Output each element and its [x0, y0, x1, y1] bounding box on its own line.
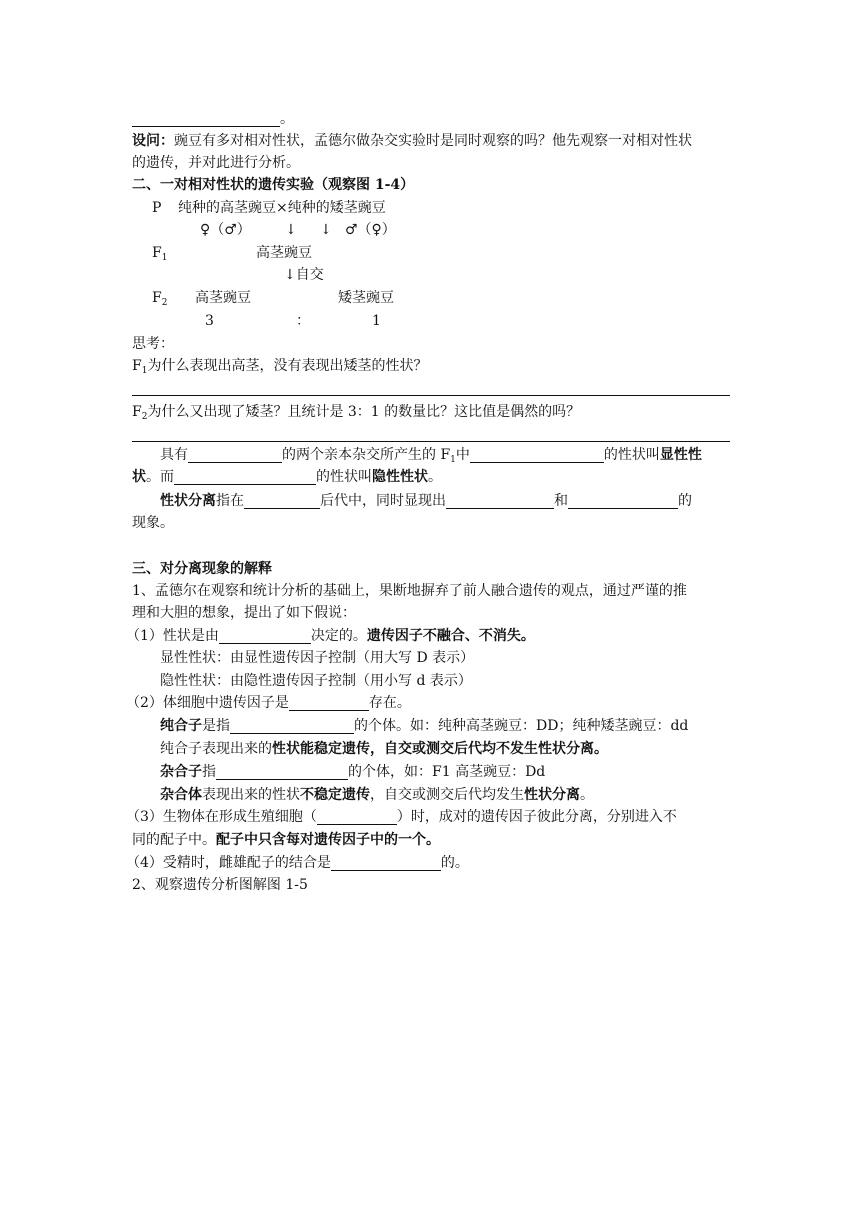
f1-text: 高茎豌豆 [256, 245, 312, 261]
blank-homozygote[interactable] [230, 717, 354, 734]
think-question-2: $F_2$为什么又出现了矮茎？且统计是 3：1 的数量比？这比值是偶然的吗？ [132, 404, 581, 422]
blank-trait-a[interactable] [446, 492, 554, 509]
segregation-line-1: 性状分离指在 后代中，同时显现出 和 的 [160, 493, 692, 509]
f2-tall: 高茎豌豆 [195, 290, 251, 306]
homozygote-line-2: 纯合子表现出来的性状能稳定遗传，自交或测交后代均不发生性状分离。 [160, 741, 608, 757]
cross-left-sex: ♀（♂） [200, 222, 251, 238]
cross-arrow-left: ↓ [285, 222, 297, 238]
f2-label: $F_2$ [152, 290, 168, 308]
heterozygote-line-2: 杂合体表现出来的性状不稳定遗传，自交或测交后代均发生性状分离。 [160, 787, 594, 803]
cross-p-text: 纯种的高茎豌豆×纯种的矮茎豌豆 [178, 200, 386, 216]
blank-gamete[interactable] [317, 808, 397, 825]
think-label: 思考： [132, 336, 174, 352]
homozygote-line-1: 纯合子是指 的个体。如：纯种高茎豌豆：DD；纯种矮茎豌豆：dd [160, 718, 689, 734]
ratio-right: 1 [372, 313, 381, 329]
question-line-2: 的遗传，并对此进行分析。 [132, 155, 300, 171]
hypothesis-1: （1）性状是由 决定的。遗传因子不融合、不消失。 [126, 628, 535, 644]
f2-short: 矮茎豌豆 [338, 290, 394, 306]
section-2-title: 二、一对相对性状的遗传实验（观察图 1-4） [132, 177, 415, 193]
hypothesis-3-line-2: 同的配子中。配子中只含每对遗传因子中的一个。 [132, 832, 440, 848]
dominant-line-2: 状。而 的性状叫隐性性状。 [132, 469, 442, 485]
dominant-line-1: 具有 的两个亲本杂交所产生的 $F_1$中 的性状叫显性性 [160, 447, 702, 465]
blank-genetic-factor[interactable] [219, 627, 311, 644]
ratio-colon: ： [296, 313, 310, 329]
previous-answer-line: 。 [132, 108, 294, 130]
hypothesis-3-line-1: （3）生物体在形成生殖细胞（ ）时，成对的遗传因子彼此分离，分别进入不 [126, 809, 677, 825]
question-line-1: 设问：豌豆有多对相对性状，孟德尔做杂交实验时是同时观察的吗？他先观察一对相对性状 [132, 133, 692, 149]
blank-parent-trait[interactable] [188, 446, 282, 463]
explain-p2: 2、观察遗传分析图解图 1-5 [132, 877, 308, 893]
blank-paired[interactable] [289, 694, 369, 711]
dominant-trait-desc: 显性性状：由显性遗传因子控制（用大写 D 表示） [160, 650, 475, 666]
blank-heterozygote[interactable] [216, 763, 348, 780]
ratio-left: 3 [205, 313, 214, 329]
f1-label: $F_1$ [152, 245, 168, 263]
heterozygote-line-1: 杂合子指 的个体，如：F1 高茎豌豆：Dd [160, 764, 546, 780]
cross-arrow-right: ↓ [320, 222, 332, 238]
hypothesis-2: （2）体细胞中遗传因子是 存在。 [126, 695, 411, 711]
blank-f1-trait[interactable] [470, 446, 604, 463]
answer-blank[interactable] [132, 110, 280, 127]
blank-recessive-trait[interactable] [174, 468, 316, 485]
blank-random[interactable] [331, 854, 441, 871]
section-3-title: 三、对分离现象的解释 [132, 561, 272, 577]
answer-line-1[interactable] [132, 395, 730, 396]
blank-hybrid[interactable] [244, 492, 320, 509]
explain-p1-line-1: 1、孟德尔在观察和统计分析的基础上，果断地摒弃了前人融合遗传的观点，通过严谨的推 [132, 583, 687, 599]
selfing-arrow: ↓自交 [284, 267, 324, 283]
blank-trait-b[interactable] [568, 492, 678, 509]
answer-line-2[interactable] [132, 441, 730, 442]
recessive-trait-desc: 隐性性状：由隐性遗传因子控制（用小写 d 表示） [160, 673, 472, 689]
explain-p1-line-2: 理和大胆的想象，提出了如下假说： [132, 605, 356, 621]
cross-right-sex: ♂（♀） [345, 222, 396, 238]
cross-p-label: P [152, 200, 162, 216]
think-question-1: $F_1$为什么表现出高茎，没有表现出矮茎的性状？ [132, 358, 428, 376]
question-label: 设问： [132, 133, 174, 149]
segregation-line-2: 现象。 [132, 515, 174, 531]
hypothesis-4: （4）受精时，雌雄配子的结合是 的。 [126, 855, 469, 871]
